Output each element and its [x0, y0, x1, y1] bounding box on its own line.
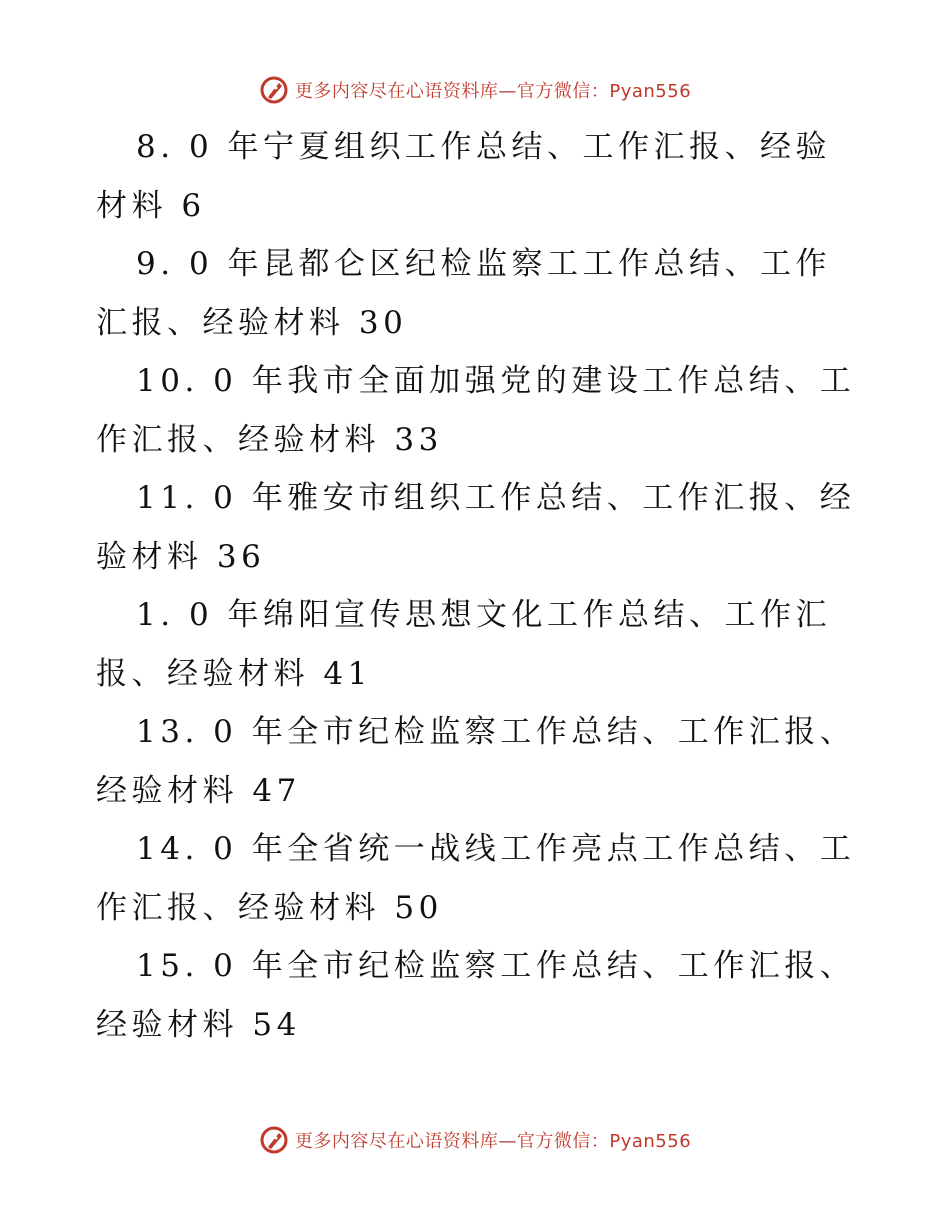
toc-item: 11. 0 年雅安市组织工作总结、工作汇报、经验材料 36	[96, 480, 856, 575]
toc-item: 13. 0 年全市纪检监察工作总结、工作汇报、经验材料 47	[96, 714, 856, 809]
toc-item: 15. 0 年全市纪检监察工作总结、工作汇报、经验材料 54	[96, 948, 856, 1043]
toc-item: 10. 0 年我市全面加强党的建设工作总结、工作汇报、经验材料 33	[96, 363, 856, 458]
watermark-text: 更多内容尽在心语资料库—官方微信：Pyan556	[294, 81, 692, 102]
pen-nib-logo-icon	[259, 75, 289, 105]
pen-nib-logo-icon	[259, 1125, 289, 1155]
toc-item: 14. 0 年全省统一战线工作亮点工作总结、工作汇报、经验材料 50	[96, 831, 856, 926]
watermark-text: 更多内容尽在心语资料库—官方微信：Pyan556	[294, 1131, 692, 1152]
toc-item: 8. 0 年宁夏组织工作总结、工作汇报、经验材料 6	[96, 129, 832, 224]
header-watermark	[0, 70, 950, 110]
footer-watermark	[0, 1120, 950, 1160]
table-of-contents	[96, 118, 856, 1054]
toc-item: 9. 0 年昆都仑区纪检监察工工作总结、工作汇报、经验材料 30	[96, 246, 832, 341]
toc-item: 1. 0 年绵阳宣传思想文化工作总结、工作汇报、经验材料 41	[96, 597, 832, 692]
